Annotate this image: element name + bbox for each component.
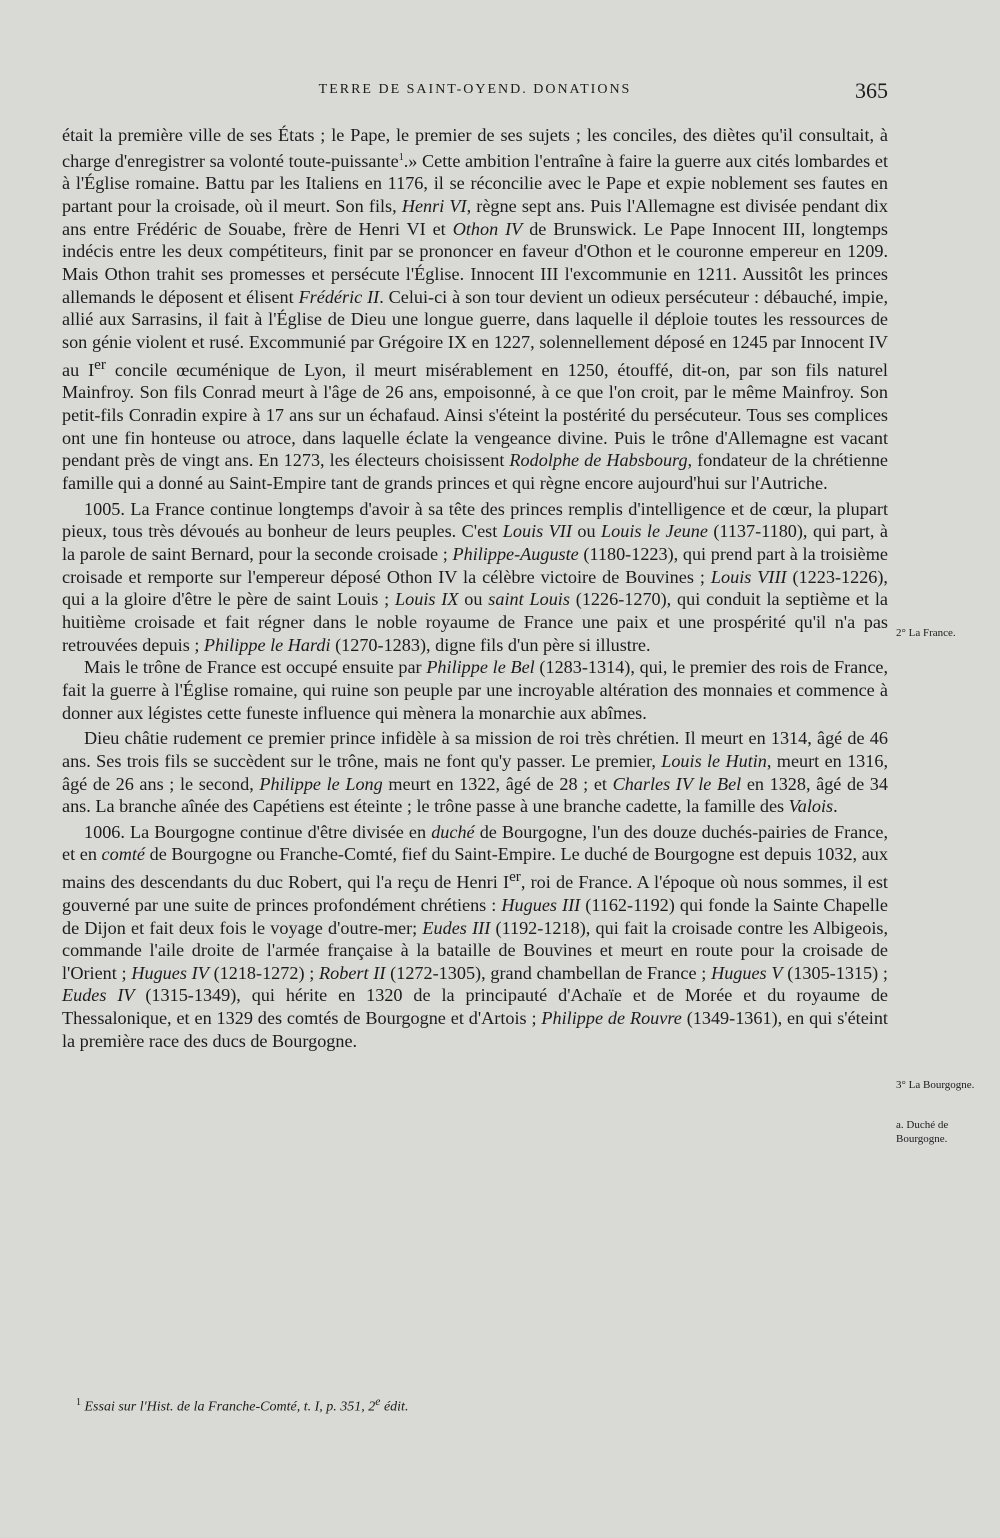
text-run: (1315-1349), qui hérite en 1320 de la principauté d'Achaïe et de Morée et du royaume de Thessalonique, et en 1329 des comtés de Bourgogne et d'Artois ; — [62, 985, 888, 1029]
text-run: (1192-1218), qui fait la croisade contre les Albigeois, commande l'aile droite de l'armée française à la bataille de Bouvines et meurt en route pour la croisade de l'Orient ; — [62, 917, 888, 983]
text-run: (1270-1283), digne fils d'un père si illustre. — [330, 634, 651, 655]
italic-name: Eudes III — [422, 917, 491, 938]
text-run: . Celui-ci à son tour devient un odieux persécuteur : débauché, impie, allié aux Sarrasins, il fait à l'Église de Dieu une longue guerre, dans laquelle il déploie toutes les ressources de son génie violent et rusé. Excommunié par Grégoire IX en 1227, solennellement déposé en 1245 par Innocent IV au I — [62, 286, 888, 380]
italic-name: Hugues V — [711, 962, 783, 983]
margin-note-duche: a. Duché de Bourgogne. — [896, 1119, 949, 1145]
margin-note-bourgogne: 3° La Bourgogne. — [896, 1079, 975, 1091]
italic-name: Othon IV — [452, 218, 523, 239]
page-number: 365 — [855, 78, 888, 103]
footnote-marker: 1 — [76, 1397, 81, 1408]
italic-name: comté — [101, 844, 145, 865]
text-run: 1006. La Bourgogne continue d'être divisée en — [84, 821, 432, 842]
footnote-text: , t. I, p. 351, 2 — [296, 1399, 376, 1415]
italic-name: Louis VIII — [710, 566, 787, 587]
italic-name: Philippe le Bel — [426, 657, 535, 678]
italic-name: Louis IX — [395, 589, 459, 610]
text-run: .» Cette ambition l'entraîne à faire la guerre aux cités lombardes et à l'Église romaine. Battu par les Italiens en 1176, il se réconcilie avec le Pape et expie noblement ses fautes en partant pour la croisade, où il meurt. Son fils, — [62, 150, 888, 217]
italic-name: saint Louis — [488, 589, 570, 610]
text-run: de Brunswick. Le Pape Innocent III, longtemps indécis entre les deux compétiteurs, finit par se prononcer en faveur d'Othon et le couronne empereur en 1209. Mais Othon trahit ses promesses et persécute l'Église. Innocent III l'excommunie en 1211. Aussitôt les princes allemands le déposent et élisent — [62, 218, 888, 307]
text-run: , roi de France. A l'époque où nous sommes, il est gouverné par une suite de princes profondément chrétiens : — [62, 872, 888, 915]
italic-name: Valois — [788, 796, 834, 817]
italic-name: Henri VI — [401, 196, 467, 217]
italic-name: Philippe de Rouvre — [541, 1008, 682, 1029]
italic-name: Hugues IV — [131, 962, 209, 983]
text-run: (1162-1192) qui fonde la Sainte Chapelle de Dijon et fait deux fois le voyage d'outre-mer; — [62, 894, 888, 938]
running-title: TERRE DE SAINT-OYEND. DONATIONS — [318, 82, 632, 97]
text-run: (1349-1361), en qui s'éteint la première race des ducs de Bourgogne. — [62, 1008, 888, 1051]
italic-name: Frédéric II — [298, 286, 380, 307]
footnote-reference: 1 — [398, 151, 404, 163]
italic-name: Philippe-Auguste — [452, 543, 579, 564]
text-run: était la première ville de ses États ; le Pape, le premier de ses sujets ; les conciles, des diètes qu'il consultait, à charge d'enregistrer sa volonté toute-puissante — [62, 125, 888, 171]
paragraph-1005 — [62, 498, 888, 657]
text-run: (1218-1272) ; — [208, 962, 320, 983]
text-run: (1226-1270), qui conduit la septième et la huitième croisade et fait régner dans le noble royaume de France une paix et une prospérité qu'il n'a pas retrouvées depuis ; — [62, 589, 889, 655]
paragraph-dieu-chatie — [62, 727, 888, 818]
paragraph-1 — [62, 124, 888, 495]
page-header — [62, 78, 888, 108]
text-run: (1272-1305), grand chambellan de France ; — [385, 962, 712, 983]
footnote-title: Essai sur l'Hist. de la Franche-Comté — [84, 1399, 297, 1415]
margin-note-france: 2° La France. — [896, 627, 956, 639]
text-run: (1305-1315) ; — [782, 962, 888, 983]
text-run: fondateur de la chrétienne famille qui a donné au Saint-Empire tant de grands princes et qui règne encore aujourd'hui sur l'Autriche. — [62, 450, 888, 493]
italic-name: Hugues III — [501, 894, 581, 915]
text-run: , meurt en 1316, âgé de 26 ans ; le second, — [62, 750, 889, 794]
italic-name: Louis le Jeune — [601, 521, 708, 542]
text-run: , règne sept ans. Puis l'Allemagne est divisée pendant dix ans entre Frédéric de Souabe, frère de Henri VI et — [62, 196, 888, 239]
text-run: (1137-1180), qui part, à la parole de saint Bernard, pour la seconde croisade ; — [62, 521, 889, 564]
italic-name: duché — [431, 821, 475, 842]
text-run: ou — [571, 521, 602, 542]
text-run: 1005. La France continue longtemps d'avoir à sa tête des princes remplis d'intelligence et de cœur, la plupart pieux, tous très dévoués au bonheur de leurs peuples. C'est — [62, 498, 888, 542]
text-run: (1223-1226), qui a la gloire d'être le père de saint Louis ; — [62, 566, 888, 610]
text-run: ou — [458, 589, 489, 610]
text-run: Mais le trône de France est occupé ensuite par — [84, 657, 427, 678]
text-run: en 1328, âgé de 34 ans. La branche aînée des Capétiens est éteinte ; le trône passe à une branche cadette, la famille des — [62, 773, 888, 817]
italic-name: Robert II — [319, 962, 386, 983]
footnote — [76, 1395, 888, 1416]
text-run: Dieu châtie rudement ce premier prince infidèle à sa mission de roi très chrétien. Il meurt en 1314, âgé de 46 ans. Ses trois fils se succèdent sur le trône, mais ne font qu'y passer. Le premier, — [62, 728, 888, 771]
text-run: meurt en 1322, âgé de 28 ; et — [382, 773, 613, 794]
italic-name: Louis VII — [502, 521, 572, 542]
superscript: er — [94, 355, 106, 373]
body-text — [62, 124, 888, 1052]
text-run: . — [833, 796, 838, 817]
text-run: (1283-1314), qui, le premier des rois de France, fait la guerre à l'Église romaine, qui ruine son peuple par une incroyable altération des monnaies et commence à donner aux légistes cette funeste influence qui mènera la monarchie aux abîmes. — [62, 657, 889, 723]
text-run: de Bourgogne ou Franche-Comté, fief du Saint-Empire. Le duché de Bourgogne est depuis 1032, aux mains des descendants du duc Robert, qui l'a reçu de Henri I — [62, 844, 888, 893]
italic-name: Rodolphe de Habsbourg, — [509, 450, 693, 471]
italic-name: Louis le Hutin — [661, 750, 767, 771]
paragraph-1006 — [62, 821, 888, 1053]
superscript: e — [375, 1395, 381, 1408]
paragraph-philippe-le-bel — [62, 656, 888, 724]
text-run: concile œcuménique de Lyon, il meurt misérablement en 1250, étouffé, dit-on, par son fils naturel Mainfroy. Son fils Conrad meurt à l'âge de 26 ans, empoisonné, à ce que l'on croit, par le même Mainfroy. Son petit-fils Conradin expire à 17 ans sur un échafaud. Ainsi s'éteint la postérité du persécuteur. Tous ses complices ont une fin honteuse ou atroce, dans laquelle éclate la vengeance divine. Puis le trône d'Allemagne est vacant pendant près de vingt ans. En 1273, les électeurs choisissent — [62, 359, 888, 471]
text-run: de Bourgogne, l'un des douze duchés-pairies de France, et en — [62, 821, 888, 865]
italic-name: Charles IV le Bel — [612, 773, 742, 794]
italic-name: Philippe le Hardi — [203, 634, 331, 655]
text-run: (1180-1223), qui prend part à la troisième croisade et remporte sur l'empereur déposé Othon IV la célèbre victoire de Bouvines ; — [62, 543, 888, 587]
italic-name: Philippe le Long — [259, 773, 383, 794]
superscript: er — [509, 868, 521, 886]
italic-name: Eudes IV — [62, 985, 135, 1006]
footnote-text-end: édit. — [380, 1399, 409, 1415]
